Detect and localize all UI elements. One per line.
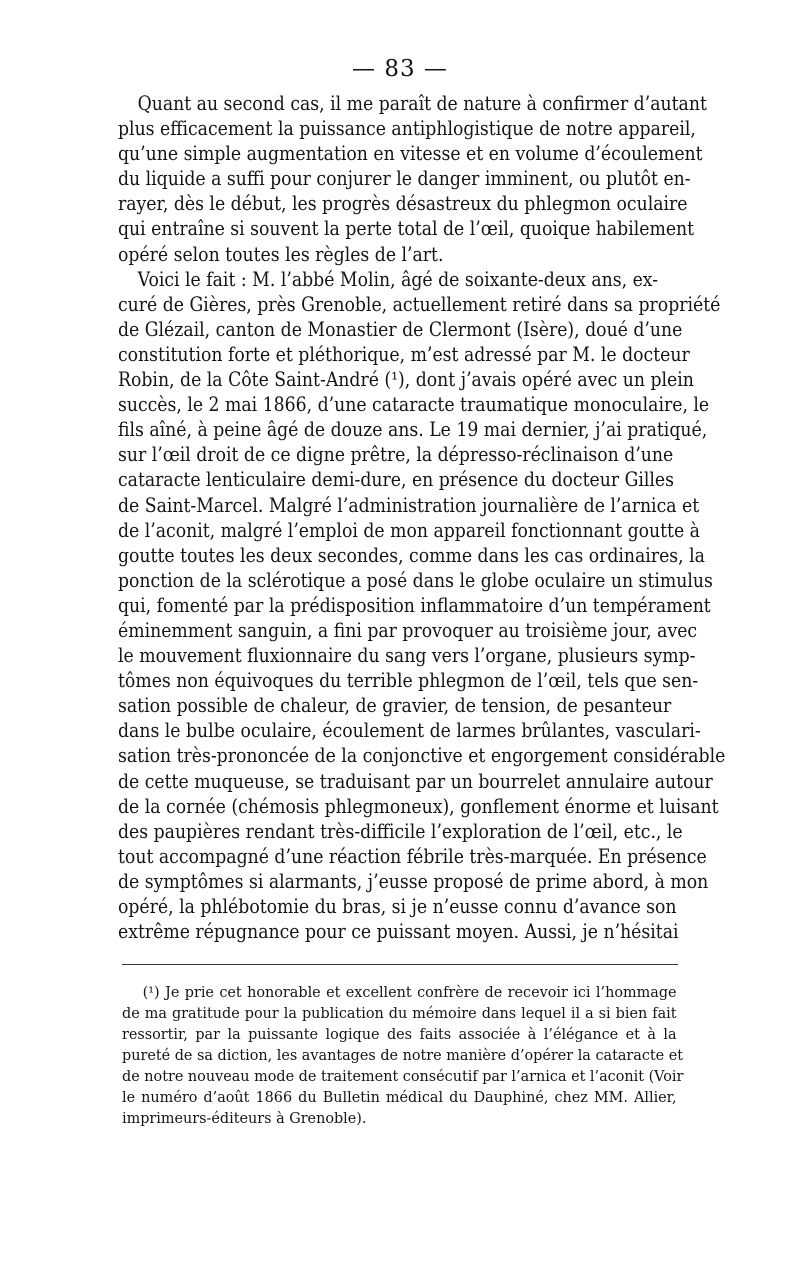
- text-line: opéré, la phlébotomie du bras, si je n’eusse connu d’avance son: [118, 895, 677, 918]
- footnote-line: imprimeurs-éditeurs à Grenoble).: [122, 1110, 367, 1127]
- text-line: tout accompagné d’une réaction fébrile très-marquée. En présence: [118, 844, 707, 868]
- text-line: fils aîné, à peine âgé de douze ans. Le 19 mai dernier, j’ai pratiqué,: [118, 418, 708, 442]
- text-line: qu’une simple augmentation en vitesse et en volume d’écoulement: [118, 142, 703, 166]
- text-line: cataracte lenticulaire demi-dure, en présence du docteur Gilles: [118, 468, 674, 492]
- text-line: goutte toutes les deux secondes, comme dans les cas ordinaires, la: [118, 543, 705, 567]
- text-line: plus efficacement la puissance antiphlogistique de notre appareil,: [118, 117, 696, 141]
- text-line: extrême répugnance pour ce puissant moyen. Aussi, je n’hésitai: [118, 920, 679, 944]
- footnote-line: ressortir, par la puissante logique des faits associée à l’élégance et à la: [122, 1026, 677, 1043]
- text-line: sation très-prononcée de la conjonctive et engorgement considérable: [118, 744, 726, 768]
- footnote-line: pureté de sa diction, les avantages de notre manière d’opérer la cataracte et: [122, 1047, 684, 1064]
- text-line: de Glézail, canton de Monastier de Clermont (Isère), doué d’une: [118, 317, 683, 341]
- text-line: opéré selon toutes les règles de l’art.: [118, 242, 444, 266]
- text-line: dans le bulbe oculaire, écoulement de larmes brûlantes, vasculari-: [118, 719, 701, 743]
- page-number: — 83 —: [352, 56, 448, 82]
- text-line: qui, fomenté par la prédisposition inflammatoire d’un tempérament: [118, 593, 711, 617]
- footnote-line: de ma gratitude pour la publication du mémoire dans lequel il a si bien fait: [122, 1005, 677, 1022]
- text-line: rayer, dès le début, les progrès désastreux du phlegmon oculaire: [118, 192, 688, 216]
- text-line: Voici le fait : M. l’abbé Molin, âgé de soixante-deux ans, ex-: [137, 267, 659, 291]
- text-line: de la cornée (chémosis phlegmoneux), gonflement énorme et luisant: [118, 794, 719, 818]
- body-text: [118, 91, 726, 944]
- text-line: le mouvement fluxionnaire du sang vers l’organe, plusieurs symp-: [118, 644, 696, 668]
- text-line: Robin, de la Côte Saint-André (¹), dont j’avais opéré avec un plein: [118, 368, 694, 392]
- text-line: des paupières rendant très-difficile l’exploration de l’œil, etc., le: [118, 819, 683, 843]
- text-line: sation possible de chaleur, de gravier, de tension, de pesanteur: [118, 694, 672, 718]
- text-line: succès, le 2 mai 1866, d’une cataracte traumatique monoculaire, le: [118, 393, 710, 417]
- text-line: ponction de la sclérotique a posé dans le globe oculaire un stimulus: [118, 568, 713, 592]
- text-line: de symptômes si alarmants, j’eusse proposé de prime abord, à mon: [118, 869, 709, 893]
- footnote-separator: [122, 964, 678, 965]
- text-line: du liquide a suffi pour conjurer le danger imminent, ou plutôt en-: [118, 167, 691, 191]
- text-line: de Saint-Marcel. Malgré l’administration journalière de l’arnica et: [118, 493, 700, 517]
- text-line: qui entraîne si souvent la perte total de l’œil, quoique habilement: [118, 217, 695, 241]
- footnote: [122, 982, 684, 1129]
- text-line: sur l’œil droit de ce digne prêtre, la dépresso-réclinaison d’une: [118, 443, 674, 467]
- text-line: de cette muqueuse, se traduisant par un bourrelet annulaire autour: [118, 769, 713, 793]
- text-line: constitution forte et pléthorique, m’est adressé par M. le docteur: [118, 342, 690, 366]
- footnote-line: le numéro d’août 1866 du Bulletin médical du Dauphiné, chez MM. Allier,: [122, 1089, 677, 1106]
- footnote-line: (¹) Je prie cet honorable et excellent confrère de recevoir ici l’hommage: [142, 984, 677, 1001]
- footnote-line: de notre nouveau mode de traitement consécutif par l’arnica et l’aconit (Voir: [122, 1068, 684, 1085]
- text-line: Quant au second cas, il me paraît de nature à confirmer d’autant: [137, 92, 707, 115]
- text-line: tômes non équivoques du terrible phlegmon de l’œil, tels que sen-: [118, 669, 699, 693]
- text-line: de l’aconit, malgré l’emploi de mon appareil fonctionnant goutte à: [118, 518, 700, 542]
- text-line: éminemment sanguin, a fini par provoquer au troisième jour, avec: [118, 618, 698, 642]
- text-line: curé de Gières, près Grenoble, actuellement retiré dans sa propriété: [118, 292, 721, 316]
